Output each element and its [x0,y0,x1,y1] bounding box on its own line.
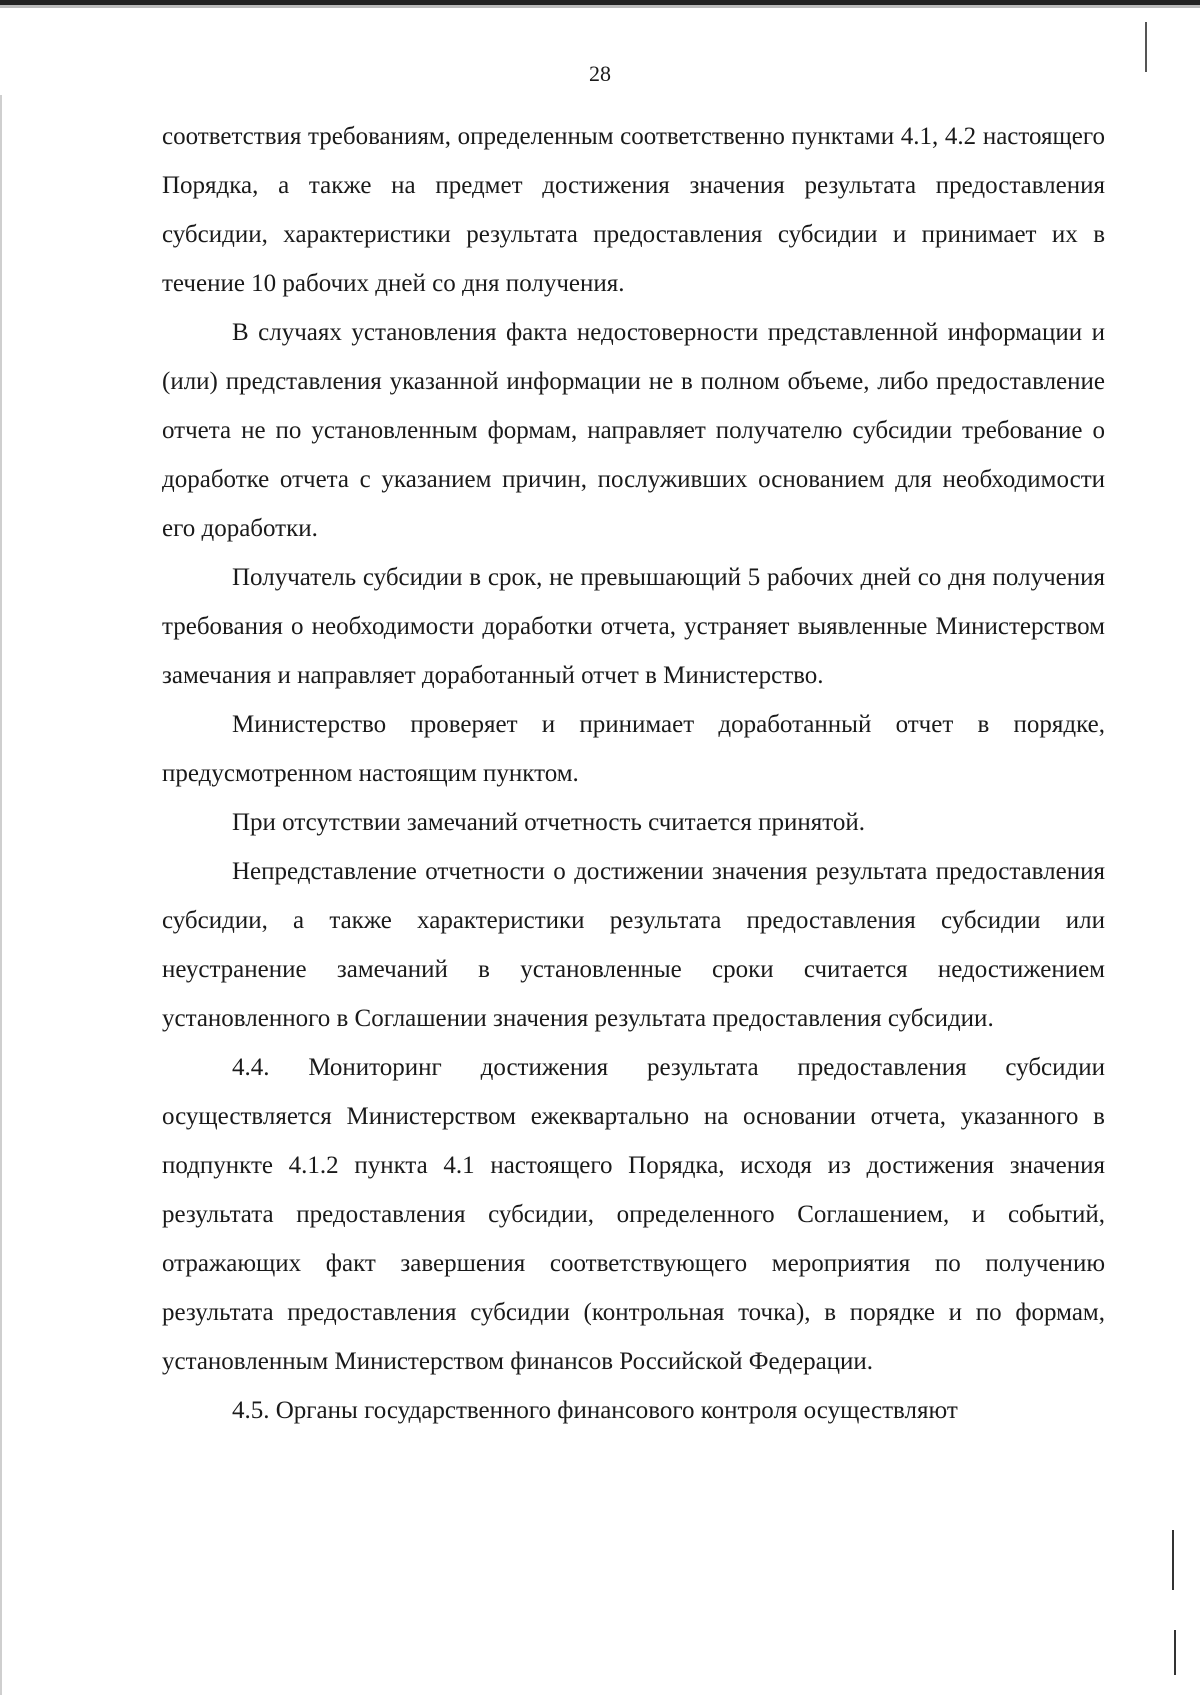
paragraph-3: Получатель субсидии в срок, не превышающий 5 рабочих дней со дня получения требования о необходимости доработки отчета, устраняет выявленные Министерством замечания и направляет доработанный отчет в Министерство. [162,564,1105,689]
scan-top-shadow [0,5,1200,8]
paragraph-8: 4.5. Органы государственного финансового контроля осуществляют [232,1397,958,1424]
paragraph-2: В случаях установления факта недостоверности представленной информации и (или) представления указанной информации не в полном объеме, либо предоставление отчета не по установленным формам, направляет получателю субсидии требование о доработке отчета с указанием причин, послуживших основанием для необходимости его доработки. [162,319,1105,542]
paragraph-4: Министерство проверяет и принимает доработанный отчет в порядке, предусмотренном настоящим пунктом. [162,711,1105,787]
paragraph-6: Непредставление отчетности о достижении значения результата предоставления субсидии, а также характеристики результата предоставления субсидии или неустранение замечаний в установленные сроки считается недостижением установленного в Соглашении значения результата предоставления субсидии. [162,858,1105,1032]
paragraph-7: 4.4. Мониторинг достижения результата предоставления субсидии осуществляется Министерством ежеквартально на основании отчета, указанного в подпункте 4.1.2 пункта 4.1 настоящего Порядка, исходя из достижения значения результата предоставления субсидии, определенного Соглашением, и событий, отражающих факт завершения соответствующего мероприятия по получению результата предоставления субсидии (контрольная точка), в порядке и по формам, установленным Министерством финансов Российской Федерации. [162,1054,1105,1375]
body-text [162,112,1105,1435]
page-number: 28 [589,61,611,86]
scan-left-edge [0,95,2,1695]
scan-mark-bottom-right [1172,1530,1174,1590]
paragraph-1: соответствия требованиям, определенным соответственно пунктами 4.1, 4.2 настоящего Порядка, а также на предмет достижения значения результата предоставления субсидии, характеристики результата предоставления субсидии и принимает их в течение 10 рабочих дней со дня получения. [162,123,1105,297]
scan-mark-bottom-right-2 [1174,1630,1176,1675]
paragraph-5: При отсутствии замечаний отчетность считается принятой. [232,809,866,836]
